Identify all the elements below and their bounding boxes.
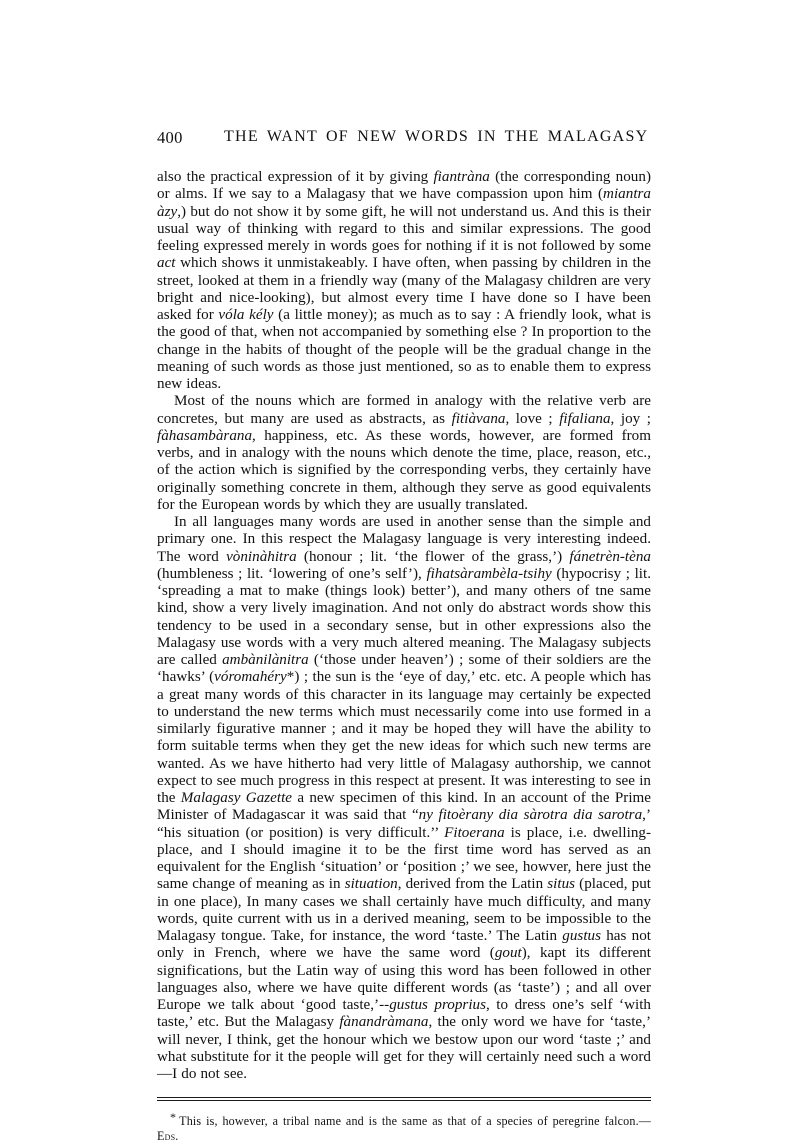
- footnote-attribution: Eds.: [157, 1129, 179, 1144]
- italic-term: fàhasambàrana: [157, 427, 253, 444]
- footnote-dash: —: [638, 1114, 651, 1129]
- italic-term: fifaliana: [559, 410, 611, 427]
- italic-term: fánetrèn-tèna: [569, 548, 651, 565]
- footnote: [157, 1110, 651, 1144]
- footnote-marker: *: [170, 1110, 177, 1125]
- footnote-text: This is, however, a tribal name and is the same as that of a species of peregrine falcon.: [179, 1114, 639, 1129]
- italic-term: vòninàhitra: [226, 548, 297, 565]
- italic-term: Fitoerana: [444, 824, 505, 841]
- italic-term: ambànilànitra: [222, 652, 309, 668]
- italic-term: situation: [344, 876, 398, 893]
- italic-term: gout: [494, 945, 522, 962]
- italic-term: fihatsàrambèla-tsihy: [426, 565, 552, 582]
- footnote-separator-rule: [157, 1097, 651, 1101]
- italic-term: act: [157, 255, 176, 272]
- italic-term: vóla kély: [218, 307, 274, 323]
- page-content: [157, 128, 651, 1144]
- paragraph: also the practical expression of it by giving fiantràna (the corresponding noun) or alms. If we say to a Malagasy that we have compassion upon him (miantra àzy,) but do not show it by some gift, he will not understand us. And this is their usual way of thinking with regard to this and similar expressions. The good feeling expressed merely in words goes for nothing if it is not followed by some act which shows it unmistakeably. I have often, when passing by children in the street, looked at them in a friendly way (many of the Malagasy children are very bright and nice-looking), but almost every time I have done so I have been asked for vóla kély (a little money); as much as to say : A friendly look, what is the good of that, when not accompanied by something else ? In proportion to the change in the habits of thought of the people will be the gradual change in the meaning of such words as those just mentioned, so as to enable them to express new ideas.: [157, 169, 651, 392]
- running-title: THE WANT OF NEW WORDS IN THE MALAGASY: [224, 128, 649, 145]
- running-head: [157, 128, 651, 158]
- paragraph: Most of the nouns which are formed in analogy with the relative verb are concretes, but many are used as abstracts, as fitiàvana, love ; fifaliana, joy ; fàhasambàrana, happiness, etc. As these words, however, are formed from verbs, and in analogy with the nouns which denote the time, place, reason, etc., of the action which is signified by the corresponding verbs, they certainly have originally something concrete in them, although they serve as good equivalents for the European words by which they are usually translated.: [157, 393, 652, 513]
- italic-term: gustus proprius: [389, 997, 487, 1013]
- body-text: [157, 169, 651, 1083]
- italic-term: vóromahéry: [214, 669, 287, 686]
- italic-term: ny fitoèrany dia sàrotra dia sarotra: [418, 807, 643, 824]
- page-number: 400: [157, 128, 183, 147]
- italic-term: gustus: [562, 928, 601, 944]
- paragraph: In all languages many words are used in another sense than the simple and primary one. In this respect the Malagasy language is very interesting indeed. The word vòninàhitra (honour ; lit. ‘the flower of the grass,’) fánetrèn-tèna (humbleness ; lit. ‘lowering of one’s self’), fihatsàrambèla-tsihy (hypocrisy ; lit. ‘spreading a mat to make (things look) better’), and many others of tne same kind, show a very lively imagination. And not only do abstract words show this tendency to be used in a secondary sense, but in other expressions also the Malagasy use words with a very much altered meaning. The Malagasy subjects are called ambànilànitra (‘those under heaven’) ; some of their soldiers are the ‘hawks’ (vóromahéry*) ; the sun is the ‘eye of day,’ etc. etc. A people which has a great many words of this character in its language may certainly be expected to understand the new terms which must necessarily come into use formed in a similarly figurative manner ; and it may be hoped they will have the ability to form suitable terms when they get the new ideas for which such new terms are wanted. As we have hitherto had very little of Malagasy authorship, we cannot expect to see much progress in this respect at present. It was interesting to see in the Malagasy Gazette a new specimen of this kind. In an account of the Prime Minister of Madagascar it was said that “ny fitoèrany dia sàrotra dia sarotra,’ “his situation (or position) is very difficult.’’ Fitoerana is place, i.e. dwelling-place, and I should imagine it to be the first time word has served as an equivalent for the English ‘situation’ or ‘position ;’ we see, howver, here just the same change of meaning as in situation, derived from the Latin situs (placed, put in one place), In many cases we shall certainly have much difficulty, and many words, quite current with us in a derived meaning, seem to be impossible to the Malagasy tongue. Take, for instance, the word ‘taste.’ The Latin gustus has not only in French, where we have the same word (gout), kapt its different significations, but the Latin way of using this word has been followed in other languages also, where we have quite different words (as ‘taste’) ; and all over Europe we talk about ‘good taste,’--gustus proprius, to dress one’s self ‘with taste,’ etc. But the Malagasy fànandràmana, the only word we have for ‘taste,’ will never, I think, get the honour which we bestow upon our word ‘taste ;’ and what substitute for it the people will get for they will certainly need such a word—I do not see.: [157, 514, 652, 1082]
- italic-term: fiantràna: [433, 169, 490, 185]
- italic-term: fitiàvana: [451, 410, 506, 427]
- italic-term: Malagasy Gazette: [180, 790, 293, 806]
- italic-term: situs: [547, 876, 576, 893]
- italic-term: miantra àzy: [157, 186, 651, 220]
- italic-term: fànandràmana: [339, 1014, 429, 1031]
